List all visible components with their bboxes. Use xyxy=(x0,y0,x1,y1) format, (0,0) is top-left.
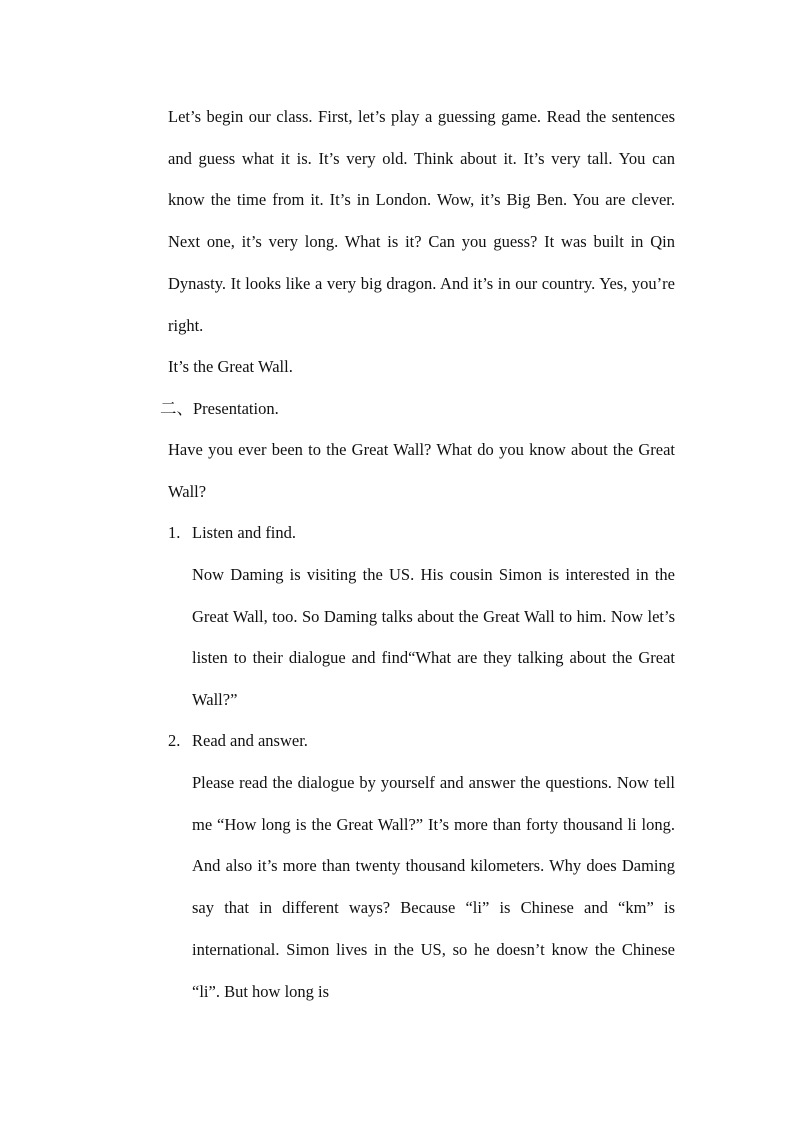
step-2-title: Read and answer. xyxy=(192,731,308,750)
section-question: Have you ever been to the Great Wall? What do you know about the Great Wall? xyxy=(168,440,675,501)
step-2-number: 2. xyxy=(168,731,181,750)
intro-paragraph: Let’s begin our class. First, let’s play a guessing game. Read the sentences and guess what it is. It’s very old. Think about it. It’s very tall. You can know the time from it. It’s in London. Wow, it’s Big Ben. You are clever. Next one, it’s very long. What is it? Can you guess? It was built in Qin Dynasty. It looks like a very big dragon. And it’s in our country. Yes, you’re right. xyxy=(168,107,675,335)
step-1-text: Now Daming is visiting the US. His cousin Simon is interested in the Great Wall, too. So Daming talks about the Great Wall to him. Now let’s listen to their dialogue and find“What are they talking about the Great Wall?” xyxy=(192,565,675,710)
step-2-heading xyxy=(168,731,308,751)
intro-answer: It’s the Great Wall. xyxy=(168,357,293,376)
step-1-title: Listen and find. xyxy=(192,523,297,542)
step-1-number: 1. xyxy=(168,523,181,542)
step-1-heading xyxy=(168,523,296,543)
section-heading: 二、Presentation. xyxy=(160,399,279,418)
step-2-text: Please read the dialogue by yourself and answer the questions. Now tell me “How long is the Great Wall?” It’s more than forty thousand li long. And also it’s more than twenty thousand kilometers. Why does Daming say that in different ways? Because “li” is Chinese and “km” is international. Simon lives in the US, so he doesn’t know the Chinese “li”. But how long is xyxy=(192,773,675,1001)
